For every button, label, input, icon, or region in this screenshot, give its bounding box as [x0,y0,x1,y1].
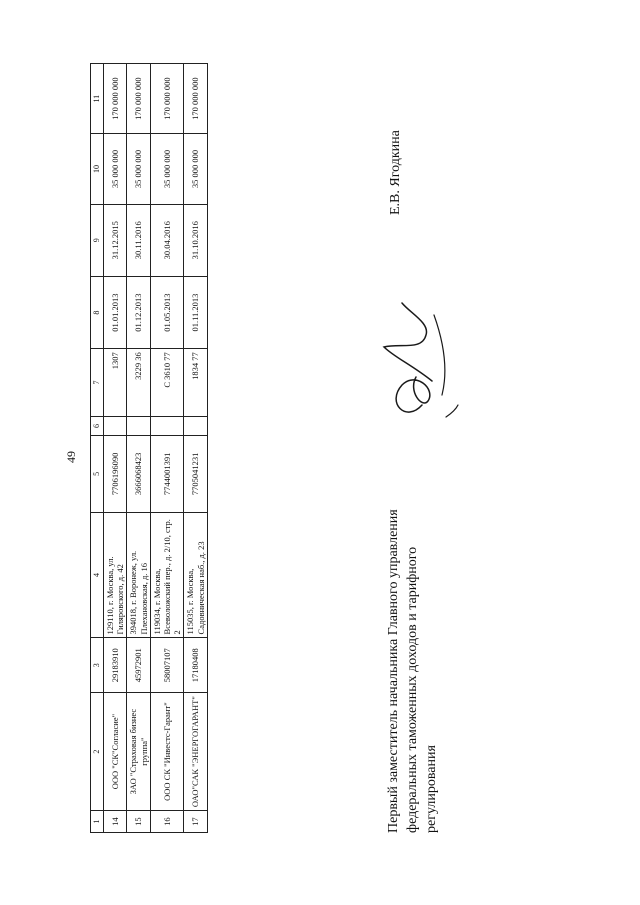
column-header: 11 [91,64,104,134]
inn-code: 3666068423 [127,436,150,512]
inn-code: 7706196090 [104,436,127,512]
column-header: 9 [91,204,104,276]
table-row [184,64,207,833]
company-name: ООО "СК"Согласие" [104,693,127,811]
signatory-title-line: регулирования [424,745,439,833]
table-header-row [91,64,104,833]
okpo-code: 58007107 [150,638,184,693]
amount: 35 000 000 [184,134,207,204]
company-name: ОАО"САК "ЭНЕРГОГАРАНТ" [184,693,207,811]
start-date: 01.05.2013 [150,276,184,348]
signatory-title [384,473,441,833]
start-date: 01.12.2013 [127,276,150,348]
column-header: 5 [91,436,104,512]
handwritten-signature [372,295,464,435]
end-date: 31.10.2016 [184,204,207,276]
inn-code: 7705041231 [184,436,207,512]
column-header: 3 [91,638,104,693]
table-row [127,64,150,833]
license-number: С 3610 77 [150,349,184,416]
license-number: 3229 36 [127,349,150,416]
company-address: 119034, г. Москва, Всеволожский пер., д. 2/10, стр. 2 [150,512,184,638]
column-header: 10 [91,134,104,204]
empty-cell [150,416,184,436]
amount: 35 000 000 [150,134,184,204]
column-header: 4 [91,512,104,638]
amount: 35 000 000 [104,134,127,204]
table-row [104,64,127,833]
inn-code: 7744001391 [150,436,184,512]
signer-name: Е.В. Ягодкина [388,130,403,215]
total-amount: 170 000 000 [184,64,207,134]
column-header: 8 [91,276,104,348]
end-date: 30.04.2016 [150,204,184,276]
okpo-code: 29183910 [104,638,127,693]
row-number: 15 [127,811,150,833]
total-amount: 170 000 000 [150,64,184,134]
row-number: 14 [104,811,127,833]
total-amount: 170 000 000 [104,64,127,134]
table-row [150,64,184,833]
company-address: 394018, г. Воронеж, ул. Плехановская, д. 16 [127,512,150,638]
company-name: ЗАО "Страховая бизнес группа" [127,693,150,811]
license-number: 1834 77 [184,349,207,416]
start-date: 01.01.2013 [104,276,127,348]
empty-cell [184,416,207,436]
empty-cell [104,416,127,436]
end-date: 31.12.2015 [104,204,127,276]
end-date: 30.11.2016 [127,204,150,276]
row-number: 16 [150,811,184,833]
okpo-code: 45972901 [127,638,150,693]
empty-cell [127,416,150,436]
insurers-table [90,63,208,833]
start-date: 01.11.2013 [184,276,207,348]
amount: 35 000 000 [127,134,150,204]
okpo-code: 17180408 [184,638,207,693]
column-header: 2 [91,693,104,811]
company-address: 115035, г. Москва, Садовническая наб., д. 23 [184,512,207,638]
signatory-title-line: Первый заместитель начальника Главного управления [386,509,401,833]
row-number: 17 [184,811,207,833]
column-header: 7 [91,349,104,416]
total-amount: 170 000 000 [127,64,150,134]
column-header: 6 [91,416,104,436]
column-header: 1 [91,811,104,833]
license-number: 1307 [104,349,127,416]
company-name: ООО СК "Инвестс-Гарант" [150,693,184,811]
page-number: 49 [64,451,78,463]
company-address: 129110, г. Москва, ул. Гиляровского, д. 42 [104,512,127,638]
signatory-title-line: федеральных таможенных доходов и тарифного [405,546,420,833]
